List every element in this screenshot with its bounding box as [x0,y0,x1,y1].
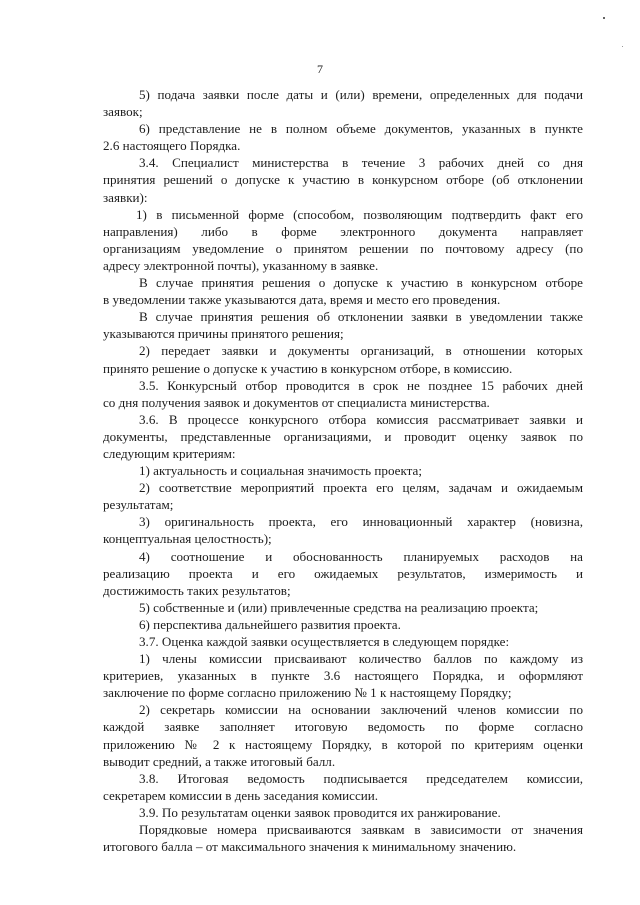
text-line: 2.6 настоящего Порядка. [103,138,241,154]
text-line: направления) либо в форме электронного документа направляет [103,223,583,239]
text-line: заявок; [103,104,143,120]
scan-speck [622,46,623,47]
text-line: приложению № 2 к настоящему Порядку, в которой по критериям оценки [103,736,583,752]
text-line: 3.4. Специалист министерства в течение 3 рабочих дней со дня [139,155,583,171]
page-number: 7 [317,62,323,76]
text-line: секретарем комиссии в день заседания комиссии. [103,787,379,803]
text-line: Порядковые номера присваиваются заявкам в зависимости от значения [139,822,583,838]
text-line: со дня получения заявок и документов от специалиста министерства. [103,394,490,410]
text-line: реализацию проекта и его ожидаемых результатов, измеримость и [103,565,583,581]
text-line: 3.8. Итоговая ведомость подписывается председателем комиссии, [139,770,583,786]
text-line: 2) соответствие мероприятий проекта его целям, задачам и ожидаемым [139,480,583,496]
text-line: в уведомлении также указываются дата, время и место его проведения. [103,292,501,308]
text-line: документы, представленные организациями, и проводит оценку заявок по [103,428,583,444]
text-line: 3.7. Оценка каждой заявки осуществляется в следующем порядке: [139,634,510,649]
text-line: 4) соотношение и обоснованность планируемых расходов на [139,548,583,564]
text-line: концептуальная целостность); [103,531,272,547]
text-line: указываются причины принятого решения; [103,326,344,342]
text-line: 6) представление не в полном объеме документов, указанных в пункте [139,121,583,137]
text-line: 6) перспектива дальнейшего развития проекта. [139,616,401,632]
text-line: 2) секретарь комиссии на основании заключений членов комиссии по [139,702,583,718]
text-line: принято решение о допуске к участию в конкурсном отборе, в комиссию. [103,360,513,376]
text-line: 5) подача заявки после даты и (или) времени, определенных для подачи [139,87,583,102]
text-line: 5) собственные и (или) привлеченные средства на реализацию проекта; [139,599,539,615]
text-line: каждой заявке заполняет итоговую ведомость по форме согласно [103,719,583,735]
text-line: 3.6. В процессе конкурсного отбора комиссия рассматривает заявки и [139,411,583,427]
text-line: 3.9. По результатам оценки заявок проводится их ранжирование. [139,804,501,820]
text-line: итогового балла – от максимального значения к минимальному значению. [103,839,517,855]
text-line: следующим критериям: [103,445,236,461]
text-line: адресу электронной почты), указанному в заявке. [103,257,379,273]
text-line: организациям уведомление о принятом решении по почтовому адресу (по [103,240,583,256]
text-line: В случае принятия решения о допуске к участию в конкурсном отборе [139,275,583,291]
text-line: 3.5. Конкурсный отбор проводится в срок не позднее 15 рабочих дней [139,377,583,393]
text-line: результатам; [103,497,174,513]
text-line: 2) передает заявки и документы организаций, в отношении которых [139,343,583,359]
text-line: 3) оригинальность проекта, его инновационный характер (новизна, [139,514,583,530]
document-body [103,86,583,855]
scan-speck [603,17,605,19]
text-line: выводит средний, а также итоговый балл. [103,753,336,769]
text-line: заявки): [103,189,148,205]
text-line: принятия решений о допуске к участию в конкурсном отборе (об отклонении [103,172,583,188]
text-line: 1) в письменной форме (способом, позволяющим подтвердить факт его [136,206,583,222]
text-line: 1) члены комиссии присваивают количество баллов по каждому из [139,651,583,667]
text-line: 1) актуальность и социальная значимость проекта; [139,463,422,479]
text-line: В случае принятия решения об отклонении заявки в уведомлении также [139,309,583,325]
text-line: заключение по форме согласно приложению № 1 к настоящему Порядку; [103,685,512,701]
text-line: критериев, указанных в пункте 3.6 настоящего Порядка, и оформляют [103,668,583,684]
text-line: достижимость таких результатов; [103,582,291,598]
